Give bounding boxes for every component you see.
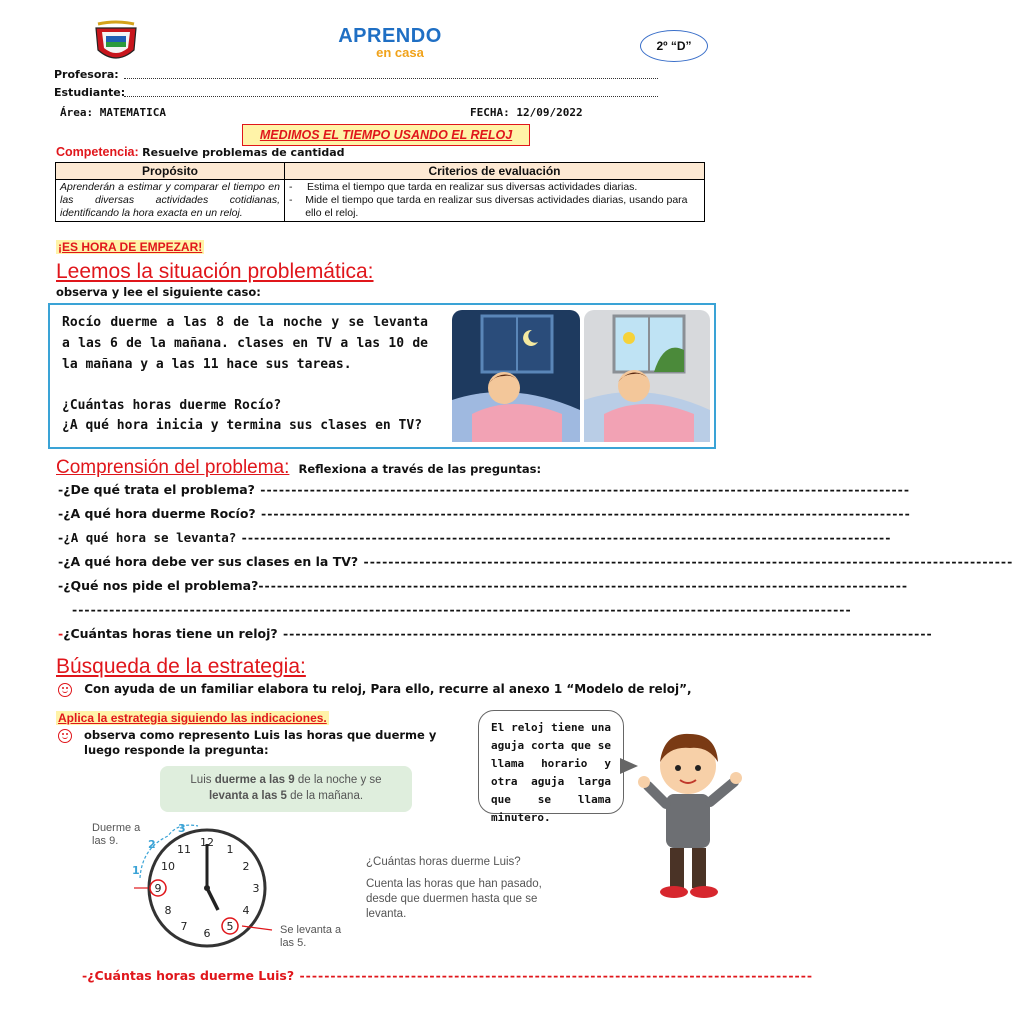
- busqueda-line1-text: Con ayuda de un familiar elabora tu reloj, Para ello, recurre al anexo 1 “Modelo de reloj”,: [84, 682, 692, 696]
- clock-number-2: 2: [242, 860, 250, 873]
- grade-badge: [640, 30, 708, 62]
- answer-line[interactable]: ---------------------------------------------------------------------------------------------------------: [258, 578, 909, 593]
- observa-text: observa como represento Luis las horas que duerme y luego responde la pregunta:: [84, 728, 437, 757]
- competencia-row: [56, 145, 345, 159]
- school-crest: [92, 22, 140, 66]
- comprension-header: [56, 457, 541, 479]
- answer-continuation[interactable]: ------------------------------------------------------------------------------------------------------------------------------: [72, 602, 852, 617]
- aprendo-logo: [330, 26, 450, 60]
- profesora-field[interactable]: [124, 68, 658, 79]
- story-q1: ¿Cuántas horas duerme Rocío?: [62, 398, 282, 413]
- clock-illustration: [118, 818, 288, 958]
- clock-number-9: 9: [154, 882, 162, 895]
- criterio-1: Estima el tiempo que tarda en realizar sus diversas actividades diarias.: [307, 181, 638, 193]
- final-answer-line[interactable]: -----------------------------------------------------------------------------------: [294, 968, 814, 983]
- clock-number-10: 10: [161, 860, 175, 873]
- proposito-header: Propósito: [56, 163, 285, 180]
- story-text: Rocío duerme a las 8 de la noche y se levanta a las 6 de la mañana. clases en TV a las 10 de la mañana y a las 11 hace sus tareas.: [62, 315, 428, 372]
- profesora-label: Profesora:: [54, 68, 119, 81]
- smiley-icon: [58, 729, 72, 743]
- right-explanation: Cuenta las horas que han pasado, desde que duermen hasta que se levanta.: [366, 878, 542, 920]
- speech-bubble: [478, 710, 624, 824]
- clock-number-6: 6: [203, 927, 211, 940]
- answer-line[interactable]: ---------------------------------------------------------------------------------------------------------: [254, 482, 911, 497]
- fecha-label: FECHA: 12/09/2022: [470, 106, 583, 119]
- info-bold-1: duerme a las 9: [214, 774, 295, 786]
- comprension-heading: Comprensión del problema:: [56, 457, 290, 478]
- competencia-value: Resuelve problemas de cantidad: [142, 146, 345, 159]
- question-text: ¿A qué hora debe ver sus clases en la TV?: [63, 554, 359, 569]
- clock-number-12: 12: [200, 836, 214, 849]
- situacion-sub: observa y lee el siguiente caso:: [56, 285, 261, 299]
- info-post: de la mañana.: [290, 790, 364, 802]
- question-row: - ¿A qué hora debe ver sus clases en la TV? ---------------------------------------------------------------------------------------------------------: [58, 554, 1013, 569]
- boy-illustration: [630, 722, 750, 902]
- clock-number-5: 5: [226, 920, 234, 933]
- levanta-label: Se levanta a las 5.: [280, 924, 342, 949]
- question-text: ¿A qué hora se levanta?: [63, 530, 237, 545]
- info-mid: de la noche y se: [297, 774, 382, 786]
- competencia-label: Competencia:: [56, 145, 139, 159]
- question-row: - ¿A qué hora duerme Rocío? ---------------------------------------------------------------------------------------------------------: [58, 506, 911, 521]
- question-row: - ¿Cuántas horas tiene un reloj? ---------------------------------------------------------------------------------------------------------: [58, 626, 933, 641]
- criterios-header: Criterios de evaluación: [285, 163, 705, 180]
- story-q2: ¿A qué hora inicia y termina sus clases en TV?: [62, 418, 423, 433]
- area-label: Área: MATEMATICA: [60, 106, 166, 119]
- clock-number-1: 1: [226, 843, 234, 856]
- estudiante-label: Estudiante:: [54, 86, 126, 99]
- answer-line[interactable]: ---------------------------------------------------------------------------------------------------------: [255, 506, 911, 521]
- clock-number-4: 4: [242, 904, 250, 917]
- es-hora-banner: [56, 240, 204, 254]
- question-text: ¿A qué hora duerme Rocío?: [63, 506, 256, 521]
- comprension-sub: Reflexiona a través de las preguntas:: [298, 462, 542, 476]
- right-question: ¿Cuántas horas duerme Luis?: [366, 856, 521, 868]
- info-bold-2: levanta a las 5: [208, 790, 287, 802]
- grade-text: 2º “D”: [656, 39, 692, 53]
- clock-number-8: 8: [164, 904, 172, 917]
- morning-wake-illustration: [584, 310, 710, 442]
- clock-number-7: 7: [180, 920, 188, 933]
- count-label-1: 1: [132, 864, 140, 877]
- situacion-heading: Leemos la situación problemática:: [56, 260, 374, 283]
- answer-line[interactable]: ---------------------------------------------------------------------------------------------------------: [358, 554, 1013, 569]
- question-row: - ¿A qué hora se levanta? ---------------------------------------------------------------------------------------------------------: [58, 530, 892, 545]
- question-text: ¿De qué trata el problema?: [63, 482, 255, 497]
- logo-text: APRENDO: [338, 25, 442, 47]
- criterio-2: Mide el tiempo que tarda en realizar sus diversas actividades diarias, usando para ello el reloj.: [305, 194, 688, 219]
- page-title: [242, 124, 530, 146]
- proposito-table: [55, 162, 705, 222]
- aplica-text: Aplica la estrategia siguiendo las indicaciones.: [58, 711, 327, 725]
- busqueda-heading: Búsqueda de la estrategia:: [56, 655, 306, 678]
- final-question: ¿Cuántas horas duerme Luis?: [87, 968, 295, 983]
- luis-info-box: [160, 766, 412, 812]
- criterios-cell: - Estima el tiempo que tarda en realizar sus diversas actividades diarias. - Mide el tiempo que tarda en realizar sus diversas actividades diarias, usando para ello el reloj.: [285, 180, 705, 222]
- busqueda-line1: [58, 682, 692, 697]
- answer-line[interactable]: ---------------------------------------------------------------------------------------------------------: [236, 530, 892, 545]
- logo-sub: en casa: [376, 45, 424, 60]
- answer-line[interactable]: ---------------------------------------------------------------------------------------------------------: [277, 626, 933, 641]
- final-question-row: - ¿Cuántas horas duerme Luis? -----------------------------------------------------------------------------------: [82, 968, 814, 983]
- question-text: ¿Qué nos pide el problema?: [63, 578, 259, 593]
- duerme-label: Duerme a las 9.: [92, 822, 141, 847]
- question-row: - ¿Qué nos pide el problema? ---------------------------------------------------------------------------------------------------------: [58, 578, 909, 593]
- estudiante-field[interactable]: [124, 86, 658, 97]
- question-text: ¿Cuántas horas tiene un reloj?: [63, 626, 278, 641]
- night-sleep-illustration: [452, 310, 580, 442]
- smiley-icon: [58, 683, 72, 697]
- aplica-banner: [56, 711, 329, 725]
- count-label-2: 2: [148, 838, 156, 851]
- proposito-cell: Aprenderán a estimar y comparar el tiempo en las diversas actividades cotidianas, identificando la hora exacta en un reloj.: [56, 180, 285, 222]
- bubble-text: El reloj tiene una aguja corta que se llama horario y otra aguja larga que se llama minutero.: [491, 721, 611, 824]
- page-title-text: MEDIMOS EL TIEMPO USANDO EL RELOJ: [259, 128, 513, 142]
- info-pre: Luis: [190, 774, 212, 786]
- es-hora-text: ¡ES HORA DE EMPEZAR!: [58, 240, 203, 254]
- observa-row: [58, 728, 458, 758]
- clock-number-11: 11: [177, 843, 191, 856]
- clock-number-3: 3: [252, 882, 260, 895]
- count-label-3: 3: [178, 822, 186, 835]
- question-row: - ¿De qué trata el problema? ---------------------------------------------------------------------------------------------------------: [58, 482, 911, 497]
